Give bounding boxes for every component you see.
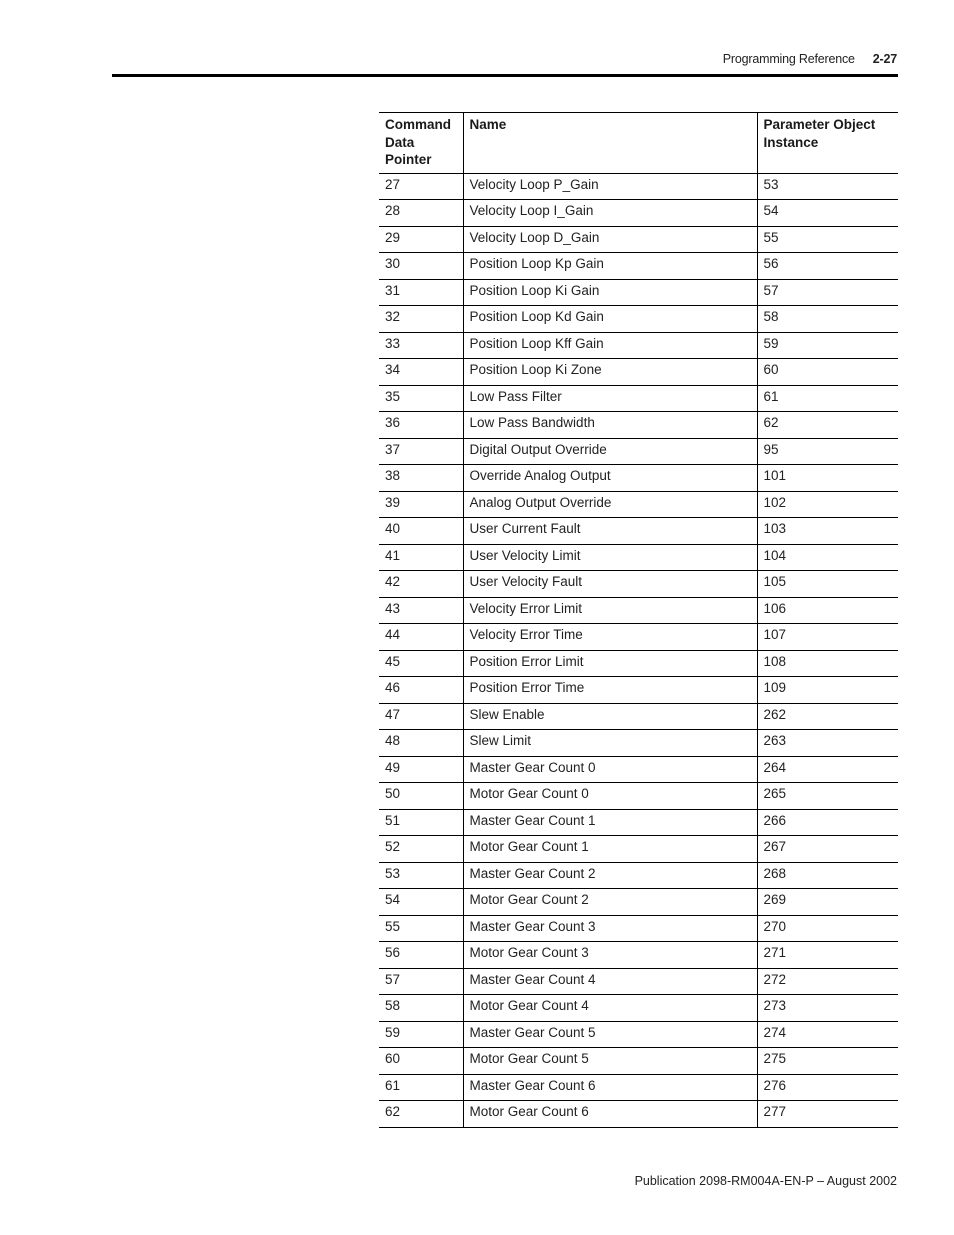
command-data-pointer-cell: 55 [379, 915, 463, 942]
parameter-table-container [379, 112, 898, 1128]
table-row [379, 650, 898, 677]
parameter-name-cell: Master Gear Count 2 [463, 862, 757, 889]
command-data-pointer-cell: 37 [379, 438, 463, 465]
command-data-pointer-cell: 54 [379, 889, 463, 916]
parameter-name-cell: Motor Gear Count 4 [463, 995, 757, 1022]
section-title: Programming Reference [722, 52, 855, 66]
parameter-instance-cell: 273 [757, 995, 898, 1022]
command-data-pointer-cell: 36 [379, 412, 463, 439]
parameter-name-cell: Master Gear Count 3 [463, 915, 757, 942]
command-data-pointer-cell: 58 [379, 995, 463, 1022]
table-row [379, 703, 898, 730]
page-header [0, 0, 954, 80]
parameter-instance-cell: 267 [757, 836, 898, 863]
parameter-instance-cell: 95 [757, 438, 898, 465]
table-row [379, 1048, 898, 1075]
table-row [379, 1074, 898, 1101]
parameter-name-cell: Master Gear Count 6 [463, 1074, 757, 1101]
column-header-name: Name [463, 113, 757, 174]
parameter-instance-cell: 106 [757, 597, 898, 624]
parameter-instance-cell: 277 [757, 1101, 898, 1128]
table-row [379, 438, 898, 465]
parameter-instance-cell: 274 [757, 1021, 898, 1048]
table-row [379, 359, 898, 386]
parameter-name-cell: Velocity Loop P_Gain [463, 173, 757, 200]
parameter-name-cell: Velocity Error Time [463, 624, 757, 651]
parameter-name-cell: Master Gear Count 1 [463, 809, 757, 836]
parameter-name-cell: Analog Output Override [463, 491, 757, 518]
parameter-instance-cell: 101 [757, 465, 898, 492]
command-data-pointer-cell: 45 [379, 650, 463, 677]
table-row [379, 942, 898, 969]
publication-footer: Publication 2098-RM004A-EN-P – August 2002 [634, 1174, 897, 1188]
command-data-pointer-cell: 51 [379, 809, 463, 836]
command-data-pointer-cell: 40 [379, 518, 463, 545]
parameter-name-cell: Velocity Loop I_Gain [463, 200, 757, 227]
command-data-pointer-cell: 38 [379, 465, 463, 492]
parameter-name-cell: Position Loop Ki Zone [463, 359, 757, 386]
parameter-name-cell: Motor Gear Count 3 [463, 942, 757, 969]
command-data-pointer-cell: 57 [379, 968, 463, 995]
table-row [379, 915, 898, 942]
parameter-instance-cell: 58 [757, 306, 898, 333]
parameter-instance-cell: 262 [757, 703, 898, 730]
parameter-name-cell: Position Error Limit [463, 650, 757, 677]
header-rule [112, 74, 898, 77]
parameter-name-cell: Master Gear Count 4 [463, 968, 757, 995]
parameter-instance-cell: 102 [757, 491, 898, 518]
parameter-name-cell: Motor Gear Count 6 [463, 1101, 757, 1128]
table-row [379, 200, 898, 227]
table-row [379, 730, 898, 757]
command-data-pointer-cell: 47 [379, 703, 463, 730]
parameter-name-cell: Motor Gear Count 2 [463, 889, 757, 916]
parameter-name-cell: User Current Fault [463, 518, 757, 545]
parameter-name-cell: Override Analog Output [463, 465, 757, 492]
parameter-name-cell: Motor Gear Count 1 [463, 836, 757, 863]
table-row [379, 677, 898, 704]
table-row [379, 809, 898, 836]
command-data-pointer-cell: 31 [379, 279, 463, 306]
command-data-pointer-cell: 27 [379, 173, 463, 200]
parameter-instance-cell: 59 [757, 332, 898, 359]
page-number: 2-27 [872, 52, 897, 66]
running-header [723, 52, 897, 66]
parameter-instance-cell: 107 [757, 624, 898, 651]
parameter-instance-cell: 266 [757, 809, 898, 836]
command-data-pointer-cell: 50 [379, 783, 463, 810]
command-data-pointer-cell: 42 [379, 571, 463, 598]
table-row [379, 1021, 898, 1048]
table-row [379, 332, 898, 359]
command-data-pointer-cell: 43 [379, 597, 463, 624]
parameter-instance-cell: 56 [757, 253, 898, 280]
command-data-pointer-cell: 32 [379, 306, 463, 333]
parameter-instance-cell: 60 [757, 359, 898, 386]
command-data-pointer-cell: 56 [379, 942, 463, 969]
parameter-name-cell: Position Loop Ki Gain [463, 279, 757, 306]
parameter-table [379, 112, 898, 1128]
command-data-pointer-cell: 34 [379, 359, 463, 386]
command-data-pointer-cell: 49 [379, 756, 463, 783]
parameter-name-cell: Slew Enable [463, 703, 757, 730]
command-data-pointer-cell: 61 [379, 1074, 463, 1101]
parameter-name-cell: Master Gear Count 5 [463, 1021, 757, 1048]
parameter-instance-cell: 271 [757, 942, 898, 969]
command-data-pointer-cell: 39 [379, 491, 463, 518]
command-data-pointer-cell: 60 [379, 1048, 463, 1075]
parameter-name-cell: User Velocity Limit [463, 544, 757, 571]
table-row [379, 412, 898, 439]
table-row [379, 624, 898, 651]
parameter-instance-cell: 276 [757, 1074, 898, 1101]
table-header-row [379, 113, 898, 174]
column-header-command-data-pointer: Command Data Pointer [379, 113, 463, 174]
table-row [379, 836, 898, 863]
parameter-instance-cell: 105 [757, 571, 898, 598]
parameter-instance-cell: 264 [757, 756, 898, 783]
command-data-pointer-cell: 59 [379, 1021, 463, 1048]
table-row [379, 544, 898, 571]
parameter-instance-cell: 53 [757, 173, 898, 200]
parameter-instance-cell: 265 [757, 783, 898, 810]
parameter-name-cell: Master Gear Count 0 [463, 756, 757, 783]
command-data-pointer-cell: 46 [379, 677, 463, 704]
parameter-instance-cell: 109 [757, 677, 898, 704]
command-data-pointer-cell: 35 [379, 385, 463, 412]
parameter-instance-cell: 270 [757, 915, 898, 942]
parameter-name-cell: Motor Gear Count 5 [463, 1048, 757, 1075]
parameter-instance-cell: 269 [757, 889, 898, 916]
table-row [379, 306, 898, 333]
table-row [379, 253, 898, 280]
table-row [379, 491, 898, 518]
parameter-instance-cell: 103 [757, 518, 898, 545]
parameter-instance-cell: 61 [757, 385, 898, 412]
table-row [379, 756, 898, 783]
table-row [379, 889, 898, 916]
parameter-name-cell: Low Pass Bandwidth [463, 412, 757, 439]
table-row [379, 1101, 898, 1128]
parameter-name-cell: Position Loop Kff Gain [463, 332, 757, 359]
parameter-name-cell: Velocity Error Limit [463, 597, 757, 624]
command-data-pointer-cell: 62 [379, 1101, 463, 1128]
parameter-instance-cell: 104 [757, 544, 898, 571]
parameter-instance-cell: 272 [757, 968, 898, 995]
parameter-name-cell: Motor Gear Count 0 [463, 783, 757, 810]
command-data-pointer-cell: 30 [379, 253, 463, 280]
parameter-instance-cell: 263 [757, 730, 898, 757]
table-row [379, 597, 898, 624]
parameter-name-cell: Digital Output Override [463, 438, 757, 465]
parameter-instance-cell: 57 [757, 279, 898, 306]
parameter-instance-cell: 108 [757, 650, 898, 677]
parameter-instance-cell: 62 [757, 412, 898, 439]
table-row [379, 173, 898, 200]
parameter-name-cell: Low Pass Filter [463, 385, 757, 412]
command-data-pointer-cell: 41 [379, 544, 463, 571]
command-data-pointer-cell: 48 [379, 730, 463, 757]
table-row [379, 968, 898, 995]
table-row [379, 385, 898, 412]
command-data-pointer-cell: 44 [379, 624, 463, 651]
command-data-pointer-cell: 28 [379, 200, 463, 227]
parameter-name-cell: Position Error Time [463, 677, 757, 704]
parameter-name-cell: Position Loop Kp Gain [463, 253, 757, 280]
table-row [379, 279, 898, 306]
command-data-pointer-cell: 53 [379, 862, 463, 889]
parameter-instance-cell: 268 [757, 862, 898, 889]
table-row [379, 226, 898, 253]
table-row [379, 862, 898, 889]
table-row [379, 465, 898, 492]
table-row [379, 518, 898, 545]
parameter-name-cell: Slew Limit [463, 730, 757, 757]
parameter-name-cell: User Velocity Fault [463, 571, 757, 598]
table-row [379, 783, 898, 810]
command-data-pointer-cell: 29 [379, 226, 463, 253]
table-row [379, 571, 898, 598]
table-body [379, 173, 898, 1127]
parameter-name-cell: Velocity Loop D_Gain [463, 226, 757, 253]
command-data-pointer-cell: 52 [379, 836, 463, 863]
command-data-pointer-cell: 33 [379, 332, 463, 359]
parameter-instance-cell: 55 [757, 226, 898, 253]
table-row [379, 995, 898, 1022]
column-header-parameter-object-instance: Parameter Object Instance [757, 113, 898, 174]
parameter-name-cell: Position Loop Kd Gain [463, 306, 757, 333]
parameter-instance-cell: 54 [757, 200, 898, 227]
parameter-instance-cell: 275 [757, 1048, 898, 1075]
